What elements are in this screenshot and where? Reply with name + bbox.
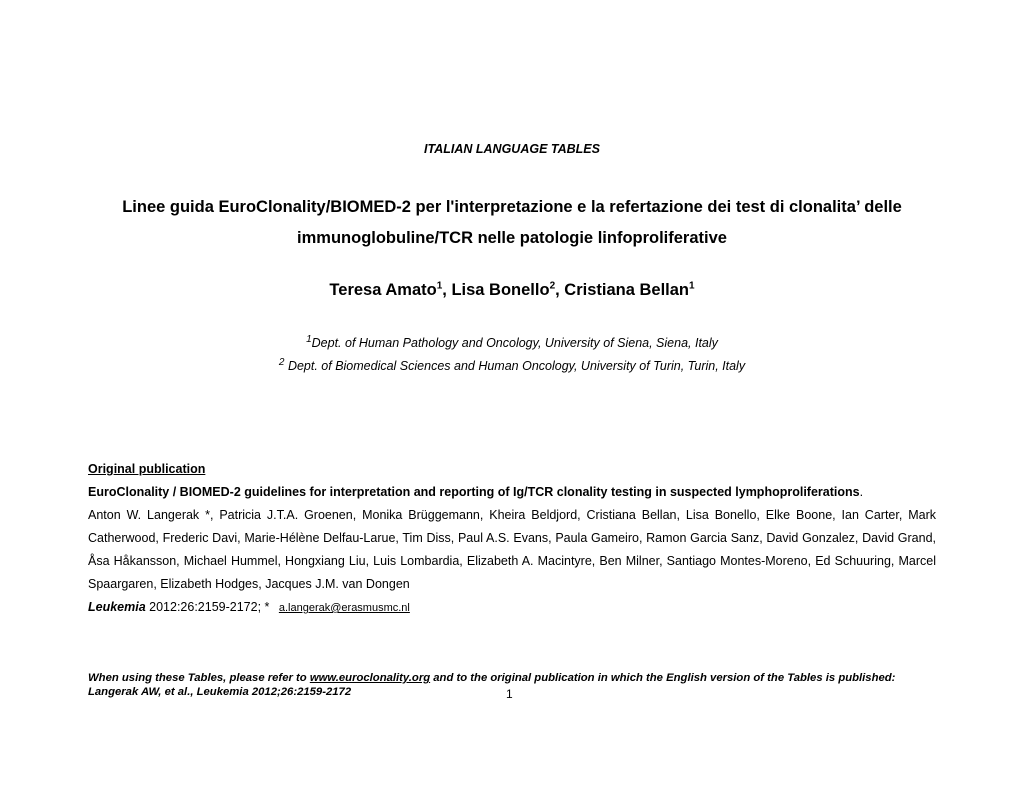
author-name: Teresa Amato: [329, 281, 437, 299]
footer-text-2: and to the original publication in which the English version of the Tables is published: Langerak AW, et al., Leukemia 2012;26:2159-2172: [88, 672, 896, 698]
euroclonality-link[interactable]: www.euroclonality.org: [309, 672, 431, 684]
affiliation-marker: 1: [306, 333, 312, 345]
publication-heading: Original publication: [88, 462, 206, 476]
affiliation-1: [0, 333, 1024, 350]
affiliation-2: [0, 356, 1024, 373]
author-affiliation-marker: 2: [549, 280, 556, 292]
footer-text-1: When using these Tables, please refer to: [88, 672, 310, 684]
corresponding-email-link[interactable]: a.langerak@erasmusmc.nl: [278, 602, 410, 614]
journal-name: Leukemia: [88, 600, 146, 614]
page-number: 1: [506, 687, 513, 701]
publication-citation-line: [88, 596, 936, 620]
author-separator: ,: [555, 281, 565, 299]
publication-title: EuroClonality / BIOMED-2 guidelines for interpretation and reporting of Ig/TCR clonality testing in suspected lymphoproliferations: [88, 485, 860, 499]
publication-authors: Anton W. Langerak *, Patricia J.T.A. Groenen, Monika Brüggemann, Kheira Beldjord, Cristiana Bellan, Lisa Bonello, Elke Boone, Ian Carter, Mark Catherwood, Frederic Davi, Marie-Hélène Delfau-Larue, Tim Diss, Paul A.S. Evans, Paula Gameiro, Ramon Garcia Sanz, David Gonzalez, David Grand, Åsa Håkansson, Michael Hummel, Hongxiang Liu, Luis Lombardia, Elizabeth A. Macintyre, Ben Milner, Santiago Montes-Moreno, Ed Schuuring, Marcel Spaargaren, Elizabeth Hodges, Jacques J.M. van Dongen: [88, 508, 936, 591]
original-publication-section: [88, 458, 936, 620]
author-separator: ,: [442, 281, 452, 299]
footer-note: [88, 671, 908, 699]
title-line-1: Linee guida EuroClonality/BIOMED-2 per l'interpretazione e la refertazione dei test di clonalita’ delle: [122, 198, 902, 216]
author-affiliation-marker: 1: [689, 280, 695, 292]
document-subtitle: ITALIAN LANGUAGE TABLES: [424, 142, 600, 156]
publication-title-line: [88, 481, 936, 504]
affiliation-text: Dept. of Human Pathology and Oncology, University of Siena, Siena, Italy: [311, 336, 718, 350]
author-affiliation-marker: 1: [436, 280, 443, 292]
document-title: [0, 192, 1024, 254]
author-name: Lisa Bonello: [451, 281, 550, 299]
title-line-2: immunoglobuline/TCR nelle patologie linfoproliferative: [297, 229, 727, 247]
affiliation-text: Dept. of Biomedical Sciences and Human Oncology, University of Turin, Turin, Italy: [284, 359, 746, 373]
author-name: Cristiana Bellan: [564, 281, 690, 299]
author-list: [0, 281, 1024, 300]
citation-text: 2012:26:2159-2172; *: [145, 600, 273, 614]
publication-title-end: .: [859, 485, 864, 499]
affiliation-marker: 2: [278, 356, 285, 368]
